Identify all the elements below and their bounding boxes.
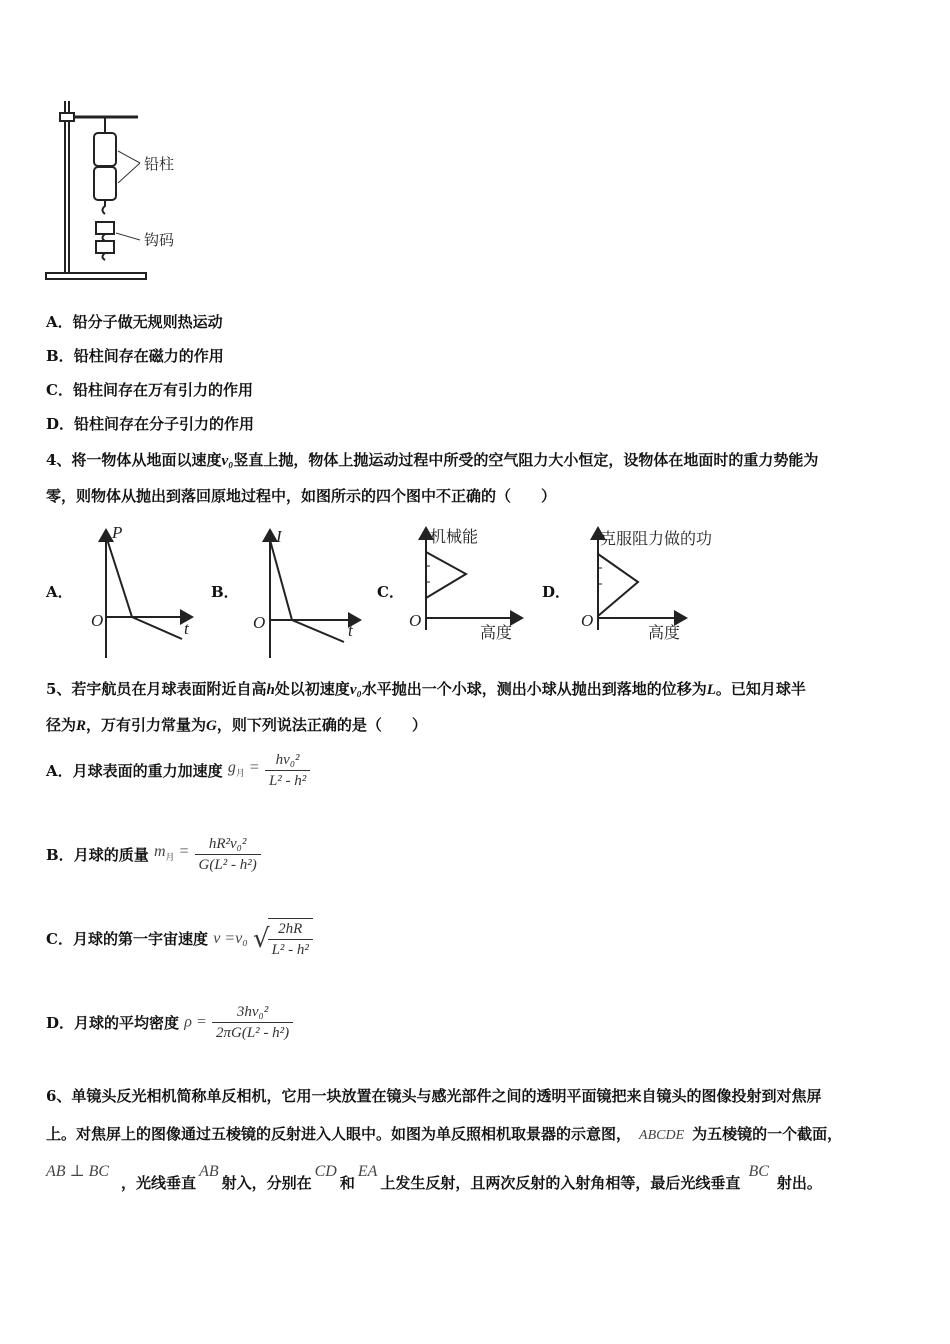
formula-c: $\frac{2hR}{\text{L² - h²}}$: [268, 918, 313, 960]
graph-c-curve: [426, 552, 466, 598]
formula-a: $\frac{\text{hv₀²}}{\text{L² - h²}}$: [265, 750, 310, 791]
var-v0: v₀: [349, 682, 362, 698]
graph-a-curve: [106, 536, 182, 639]
q3-option-a[interactable]: A．铅分子做无规则热运动: [46, 313, 223, 331]
lead-cylinders: [94, 117, 116, 214]
sqrt-sign: √: [253, 924, 270, 954]
formula-d: $\frac{\text{3hv₀²}}{\text{2πG(L² - h²)}}$: [212, 1002, 293, 1043]
q5-option-a[interactable]: A．月球表面的重力加速度 $g_月$ = $\frac{\text{hv₀²}}{\text{L² - h²}}$: [46, 750, 310, 791]
graph-d: [578, 522, 738, 644]
hook-weights: [96, 222, 114, 260]
hook-weight-label: 钩码: [144, 233, 175, 249]
var-R: R: [76, 718, 87, 734]
graph-c-xlabel: 高度: [480, 625, 513, 642]
graph-a-origin: O: [91, 611, 104, 630]
q5-option-b[interactable]: B．月球的质量 $m_月$ = $\frac{\text{hR²v₀²}}{\text{G(L² - h²)}}$: [46, 834, 261, 875]
graph-b: [250, 522, 365, 660]
q6-stem-line1: 6、单镜头反光相机简称单反相机，它用一块放置在镜头与感光部件之间的透明平面镜把来自镜头的图像投射到对焦屏: [46, 1087, 822, 1105]
graph-d-curve: [598, 554, 638, 616]
lead-cylinder-label: 铅柱: [144, 157, 175, 173]
formula-b: $\frac{\text{hR²v₀²}}{\text{G(L² - h²)}}$: [195, 834, 261, 875]
q3-option-c[interactable]: C．铅柱间存在万有引力的作用: [46, 381, 253, 399]
graph-c: [406, 522, 526, 644]
var-v0: v₀: [221, 453, 234, 469]
graph-c-ylabel: 机械能: [430, 529, 479, 546]
graph-b-origin: O: [253, 613, 266, 632]
q4-graph-a-key[interactable]: A．: [46, 583, 73, 601]
graph-b-xlabel: t: [348, 621, 353, 640]
q5-stem-line1: 5、若宇航员在月球表面附近自高h处以初速度v₀水平抛出一个小球，测出小球从抛出到落地的位移为L。已知月球半: [46, 680, 806, 698]
q3-option-b[interactable]: B．铅柱间存在磁力的作用: [46, 347, 224, 365]
q4-graph-c-key[interactable]: C．: [377, 583, 404, 601]
graph-a-xlabel: t: [184, 619, 189, 638]
graph-b-curve: [270, 540, 344, 642]
q5-option-d[interactable]: D．月球的平均密度 ρ = $\frac{\text{3hv₀²}}{\text{2πG(L² - h²)}}$: [46, 1002, 293, 1043]
var-G: G: [206, 718, 217, 734]
graph-d-xlabel: 高度: [648, 625, 681, 642]
q5-option-c[interactable]: C．月球的第一宇宙速度 v =v₀ √ $\frac{2hR}{\text{L² - h²}}$: [46, 918, 313, 960]
graph-d-origin: O: [581, 611, 594, 630]
q4-stem-line2: 零，则物体从抛出到落回原地过程中，如图所示的四个图中不正确的（ ）: [46, 487, 557, 505]
graph-c-origin: O: [409, 611, 422, 630]
lead-cylinder-apparatus-figure: [40, 95, 200, 285]
q6-stem-line2: 上。对焦屏上的图像通过五棱镜的反射进入人眼中。如图为单反照相机取景器的示意图， ABCDE 为五棱镜的一个截面，: [46, 1125, 843, 1143]
q5-stem-line2: 径为R，万有引力常量为G，则下列说法正确的是（ ）: [46, 716, 427, 734]
q4-stem-line1: 4、将一物体从地面以速度v₀竖直上抛，物体上抛运动过程中所受的空气阻力大小恒定，设物体在地面时的重力势能为: [46, 451, 819, 469]
var-h: h: [266, 682, 275, 698]
var-L: L: [706, 682, 716, 698]
q4-graph-b-key[interactable]: B．: [211, 583, 239, 601]
graph-a: [86, 522, 196, 660]
q3-option-d[interactable]: D．铅柱间存在分子引力的作用: [46, 415, 255, 433]
q4-graph-d-key[interactable]: D．: [542, 583, 571, 601]
graph-a-ylabel: P: [112, 523, 123, 542]
q6-stem-line3: AB ⊥ BC，光线垂直AB射入，分别在CD和EA上发生反射，且两次反射的入射角相等，最后光线垂直BC射出。: [46, 1163, 822, 1192]
graph-d-ylabel: 克服阻力做的功: [600, 531, 713, 548]
graph-b-ylabel: I: [276, 527, 282, 546]
